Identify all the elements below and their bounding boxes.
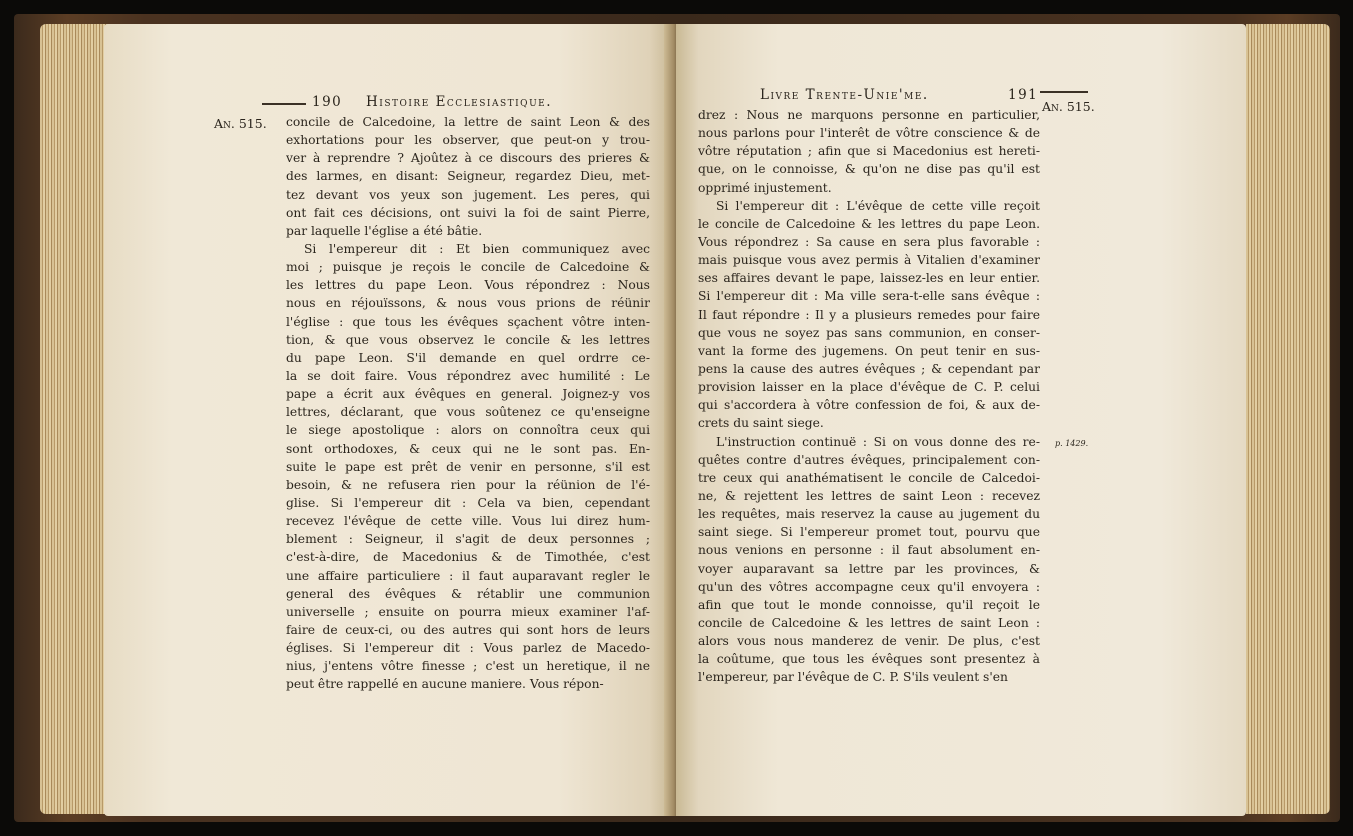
text-line: l'église : que tous les évêques sçachent vôtre inten-: [286, 314, 650, 329]
text-line: recevez l'évêque de cette ville. Vous lui direz hum-: [286, 514, 650, 529]
head-rule-left: [262, 103, 306, 105]
text-line: les lettres du pape Leon. Vous répondrez : Nous: [286, 278, 650, 293]
text-line: le concile de Calcedoine & les lettres du pape Leon.: [698, 216, 1040, 231]
text-line: moi ; puisque je reçois le concile de Calcedoine &: [286, 260, 650, 275]
text-line: qu'un des vôtres accompagne ceux qu'il envoyera :: [698, 579, 1040, 594]
text-line: ses affaires devant le pape, laissez-les en leur entier.: [698, 271, 1040, 286]
text-line: Si l'empereur dit : L'évêque de cette ville reçoit: [716, 198, 1040, 213]
text-line: exhortations pour les observer, que peut-on y trou-: [286, 133, 650, 148]
text-line: tre ceux qui anathématisent le concile de Calcedoi-: [698, 470, 1040, 485]
right-page-number: 191: [1008, 87, 1039, 103]
left-page: [104, 24, 672, 816]
text-line: concile de Calcedoine & les lettres de saint Leon :: [698, 615, 1040, 630]
text-line: afin que tout le monde connoisse, qu'il reçoit le: [698, 597, 1040, 612]
text-line: tion, & que vous observez le concile & les lettres: [286, 332, 650, 347]
text-line: saint siege. Si l'empereur promet tout, pourvu que: [698, 525, 1040, 540]
right-margin-reference: p. 1429.: [1055, 439, 1089, 448]
text-line: glise. Si l'empereur dit : Cela va bien, cependant: [286, 495, 650, 510]
text-line: des larmes, en disant: Seigneur, regardez Dieu, met-: [286, 169, 650, 184]
text-line: nous en réjouïssons, & nous vous prions de réünir: [286, 296, 650, 311]
right-running-head: Livre Trente-Unie'me.: [760, 87, 929, 103]
text-line: Vous répondrez : Sa cause en sera plus favorable :: [698, 234, 1040, 249]
left-running-head: Histoire Ecclesiastique.: [366, 94, 553, 110]
left-page-number: 190: [312, 94, 343, 110]
text-line: nius, j'entens vôtre finesse ; c'est un heretique, il ne: [286, 659, 650, 674]
text-line: provision laisser en la place d'évêque de C. P. celui: [698, 380, 1040, 395]
right-page: [676, 24, 1246, 816]
text-line: une affaire particuliere : il faut auparavant regler le: [286, 568, 650, 583]
text-line: alors vous nous manderez de venir. De plus, c'est: [698, 634, 1040, 649]
text-line: qui s'accordera à vôtre confession de foi, & aux de-: [698, 398, 1040, 413]
text-line: universelle ; ensuite on pourra mieux examiner l'af-: [286, 604, 650, 619]
text-line: ont fait ces décisions, ont suivi la foi de saint Pierre,: [286, 205, 650, 220]
text-line: suite le pape est prêt de venir en personne, s'il est: [286, 459, 650, 474]
photo-bottom-border: [0, 822, 1353, 836]
text-line: pens la cause des autres évêques ; & cependant par: [698, 361, 1040, 376]
text-line: crets du saint siege.: [698, 416, 824, 431]
right-page-edges: [1246, 24, 1330, 814]
text-line: besoin, & ne refusera rien pour la réünion de l'é-: [286, 477, 650, 492]
text-line: mais puisque vous avez permis à Vitalien d'examiner: [698, 253, 1040, 268]
text-line: concile de Calcedoine, la lettre de saint Leon & des: [286, 115, 650, 129]
text-line: sont orthodoxes, & ceux qui ne le sont pas. En-: [286, 441, 650, 456]
text-line: ver à reprendre ? Ajoûtez à ce discours des prieres &: [286, 151, 650, 166]
text-line: tez devant vos yeux son jugement. Les peres, qui: [286, 187, 650, 202]
text-line: la coûtume, que tous les évêques sont presentez à: [698, 652, 1040, 667]
left-text-block: [286, 113, 650, 694]
left-page-edges: [40, 24, 110, 814]
text-line: pape a écrit aux évêques en general. Joignez-y vos: [286, 387, 650, 402]
text-line: la se doit faire. Vous répondrez avec humilité : Le: [286, 368, 650, 383]
text-line: L'instruction continuë : Si on vous donne des re-: [716, 434, 1040, 449]
text-line: nous parlons pour l'interêt de vôtre conscience & de: [698, 126, 1040, 141]
text-line: peut être rappellé en aucune maniere. Vous répon-: [286, 677, 604, 692]
text-line: vant la forme des jugemens. On peut tenir en sus-: [698, 343, 1040, 358]
text-line: nous venions en personne : il faut absolument en-: [698, 543, 1040, 558]
text-line: vôtre réputation ; afin que si Macedonius est hereti-: [698, 144, 1040, 159]
text-line: opprimé injustement.: [698, 180, 832, 195]
text-line: le siege apostolique : alors on connoîtra ceux qui: [286, 423, 650, 438]
text-line: quêtes contre d'autres évêques, principalement con-: [698, 452, 1040, 467]
text-line: general des évêques & rétablir une communion: [286, 586, 650, 601]
text-line: églises. Si l'empereur dit : Vous parlez de Macedo-: [286, 641, 650, 656]
text-line: lettres, déclarant, que vous soûtenez ce qu'enseigne: [286, 405, 650, 420]
text-line: Si l'empereur dit : Et bien communiquez avec: [304, 241, 650, 256]
text-line: Il faut répondre : Il y a plusieurs remedes pour faire: [698, 307, 1040, 322]
right-margin-year: An. 515.: [1042, 99, 1095, 114]
left-margin-year: An. 515.: [214, 116, 267, 131]
text-line: du pape Leon. S'il demande en quel ordrre ce-: [286, 350, 650, 365]
head-rule-right: [1040, 91, 1088, 93]
text-line: Si l'empereur dit : Ma ville sera-t-elle sans évêque :: [698, 289, 1040, 304]
text-line: ne, & rejettent les lettres de saint Leon : recevez: [698, 488, 1040, 503]
text-line: que vous ne soyez pas sans communion, en conser-: [698, 325, 1040, 340]
text-line: par laquelle l'église a été bâtie.: [286, 223, 483, 238]
text-line: l'empereur, par l'évêque de C. P. S'ils veulent s'en: [698, 670, 1008, 685]
text-line: c'est-à-dire, de Macedonius & de Timothée, c'est: [286, 550, 650, 565]
text-line: blement : Seigneur, il s'agit de deux personnes ;: [286, 532, 650, 547]
text-line: que, on le connoisse, & qu'on ne dise pas qu'il est: [698, 162, 1040, 177]
text-line: drez : Nous ne marquons personne en particulier,: [698, 108, 1040, 122]
right-text-block: [698, 106, 1040, 687]
text-line: faire de ceux-ci, ou des autres qui sont hors de leurs: [286, 622, 650, 637]
text-line: les requêtes, mais reservez la cause au jugement du: [698, 507, 1040, 522]
text-line: voyer auparavant sa lettre par les provinces, &: [698, 561, 1040, 576]
